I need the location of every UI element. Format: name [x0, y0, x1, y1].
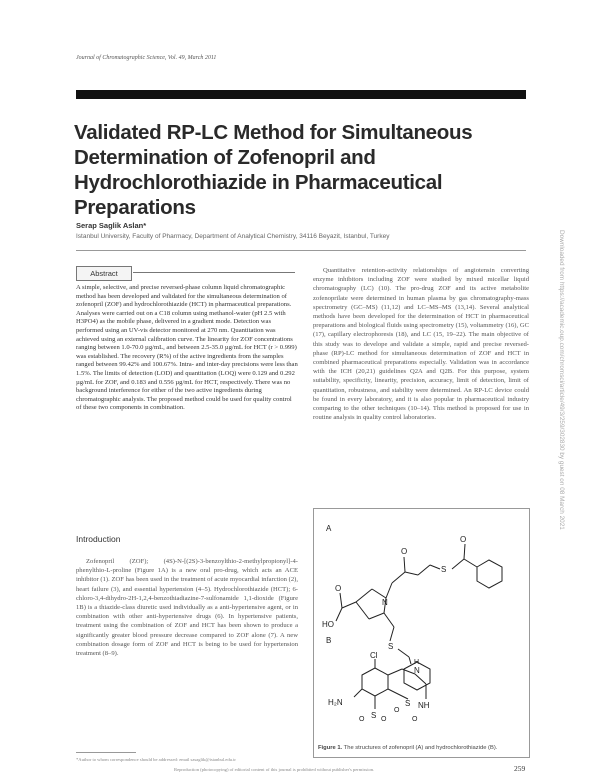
figure-caption-label: Figure 1. — [318, 745, 343, 751]
abstract-heading: Abstract — [76, 266, 132, 281]
atom-nh2: NH — [418, 701, 430, 710]
footnote-rule — [76, 752, 136, 753]
atom-s1: S — [441, 565, 447, 574]
atom-o2: O — [460, 535, 467, 544]
figure-1 — [313, 508, 530, 758]
label-b: B — [326, 636, 332, 645]
footnote: *Author to whom correspondence should be addressed: email sasaglik@istanbul.edu.tr — [76, 757, 236, 762]
affiliation: Istanbul University, Faculty of Pharmacy, Department of Analytical Chemistry, 34116 Beyazit, Istanbul, Turkey — [76, 233, 390, 240]
atom-s3: S — [371, 711, 377, 720]
header-bar — [76, 90, 526, 99]
atom-o7: O — [412, 716, 418, 723]
atom-ho: HO — [322, 620, 334, 629]
atom-h: H — [414, 659, 420, 666]
atom-s4: S — [405, 699, 411, 708]
article-title: Validated RP-LC Method for Simultaneous Determination of Zofenopril and Hydrochlorothiazide in Pharmaceutical Preparations — [74, 121, 473, 219]
abstract-text: A simple, selective, and precise reversed-phase column liquid chromatographic method has been developed and validated for the simultaneous determination of zofenopril (ZOF) and hydrochlorothiazide (HCT) in pharmaceutical preparations. Analyses were carried out on a C18 column using methanol-water (pH 2.5 with H3PO4) as the mobile phase, delivered in a gradient mode. Detection was performed using an UV-vis detector monitored at 270 nm. Quantitation was achieved using an external calibration curve. The linearity for ZOF concentrations ranging between 1.0-70.0 µg/mL, and between 2.5-35.0 µg/mL for HCT (r > 0.999) was established. The recovery (R%) of the active ingredients from the samples ranged between 99.42% and 100.67%. Intra- and inter-day precisions were less than 1.5%. The limits of detection (LOD) and quantitation (LOQ) were 0.129 and 0.292 µg/mL for ZOF, and 0.183 and 0.556 µg/mL for HCT, respectively. There was no background interference for either of the two active ingredients during chromatographic analysis. The proposed method could be used for quality control of these two components in combination. — [76, 284, 298, 412]
right-column-text: Quantitative retention-activity relationships of angiotensin converting enzyme inhibitors including ZOF were studied by mixed micellar liquid chromatography (LC) (10). The pro-drug ZOF and its active metabolite zofenoprilate were determined in human plasma by gas chromatography-mass spectrometry (GC–MS) (11,12) and LC–MS–MS (13,14). Several analytical methods have been developed for the determination of HCT in pharmaceutical preparations and biological fluids using spectrometry (15), voltammetry (16), GC (17), capillary electrophoresis (18), and LC (15, 19–22). The main objective of this study was to develope and validate a simple, rapid and precise reversed-phase (RP)-LC method for simultaneous determination of ZOF and HCT in combined pharmaceutical preparations especially. Validation was in accordance with the ICH (20,21) guidelines Q2A and Q2B. For this purpose, system suitability, specificity, linearity, precision, accuracy, limit of detection, limit of quantitation, robustness, and stability were determined. An RP-LC device could be found in every laboratory, and it is also popular in pharmaceutical industry comparing to the other techniques (10–14). This method is proposed for use in routine analysis in quality control laboratories. — [313, 267, 529, 422]
author: Serap Saglik Aslan* — [76, 221, 147, 230]
introduction-text: Zofenopril (ZOF); (4S)-N-[(2S)-3-benzoylthio-2-methylpropionyl]-4-phenylthio-L-proline (Figure 1A) is a new oral pro-drug, which acts an ACE inhibitor (1). ZOF has been used in the treatment of acute myocardial infarction (2), heart failure (3), and essential hypertension (4–5). Hydrochlorothiazide (HCT); 6-chloro-3,4-dihydro-2H-1,2,4-benzothiadiazine-7-sulfonamide 1,1-dioxide (Figure 1B) is a thiazide-class diuretic used individually as a anti-hypertensive agent, or in combination with other anti-hypertensive drugs (6). In hypertensive patients, treatment using the combination of ZOF and HCT has been shown to produce a significantly greater blood pressure decrease compared to ZOF alone (7). A new combination dosage form of ZOF and HCT is being to be used for hypertension treatment (8–9). — [76, 558, 298, 658]
introduction-heading: Introduction — [76, 534, 121, 544]
download-watermark: Downloaded from https://academic.oup.com/chromsci/article/49/3/259/302830 by guest on 08 March 2021 — [558, 230, 565, 530]
atom-nh: N — [414, 666, 420, 675]
atom-n: N — [382, 598, 388, 607]
atom-o4: O — [359, 716, 365, 723]
atom-cl: Cl — [370, 651, 378, 660]
atom-s2: S — [388, 642, 394, 651]
journal-citation: Journal of Chromatographic Science, Vol. 49, March 2011 — [76, 55, 217, 61]
label-a: A — [326, 524, 332, 533]
figure-caption — [318, 745, 497, 751]
reproduction-notice: Reproduction (photocopying) of editorial content of this journal is prohibited without publisher's permission. — [174, 767, 375, 772]
atom-o1: O — [401, 547, 408, 556]
atom-o5: O — [381, 716, 387, 723]
page-number: 259 — [514, 764, 526, 773]
atom-h2n: H₂N — [328, 698, 343, 707]
divider — [76, 250, 526, 251]
atom-o6: O — [394, 707, 400, 714]
atom-o3: O — [335, 584, 342, 593]
figure-caption-text: The structures of zofenopril (A) and hydrochlorothiazide (B). — [342, 745, 498, 751]
abstract-rule — [133, 272, 295, 273]
chemical-structures — [314, 509, 529, 757]
